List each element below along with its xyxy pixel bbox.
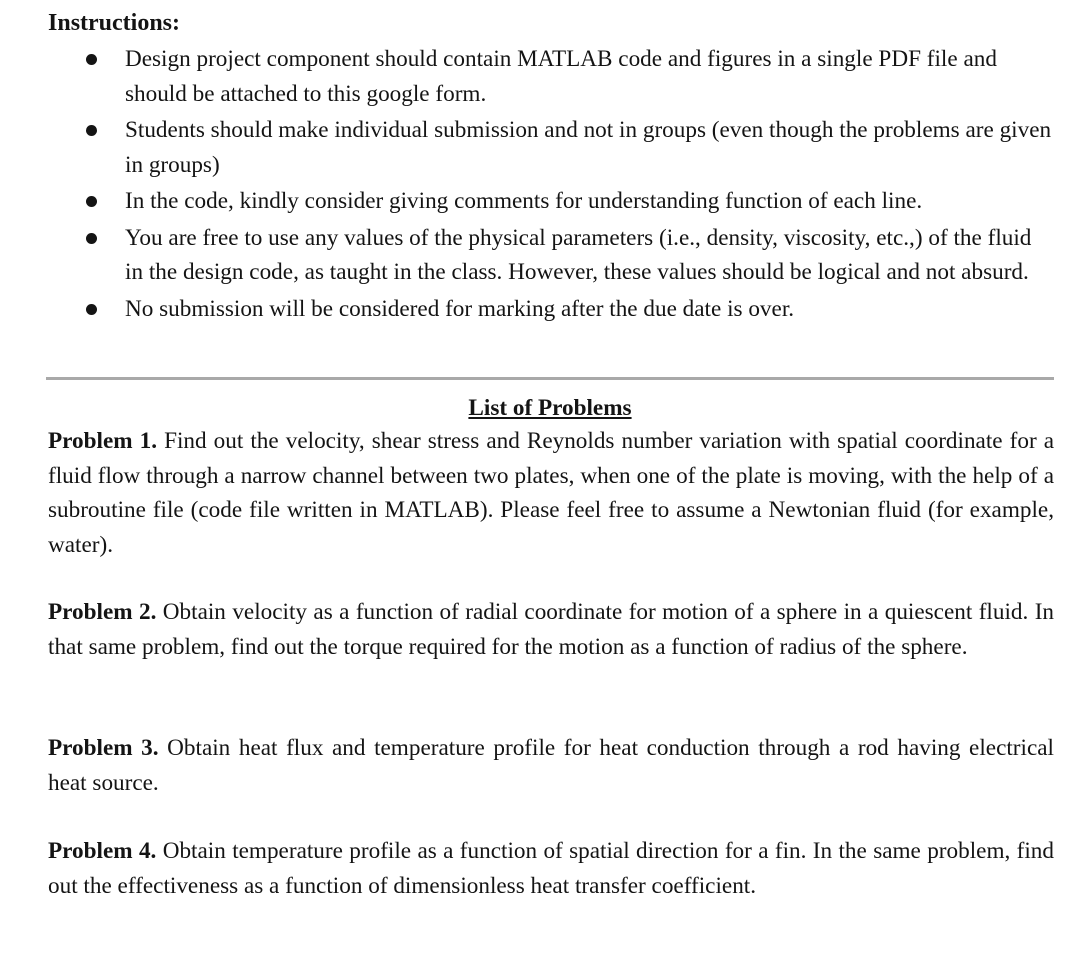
problem-label: Problem 2. bbox=[48, 599, 157, 625]
problem-1 bbox=[48, 424, 1054, 562]
bullet-icon bbox=[86, 196, 97, 207]
instruction-item bbox=[0, 113, 1080, 182]
bullet-icon bbox=[86, 125, 97, 136]
problems-title: List of Problems bbox=[468, 395, 632, 421]
problem-label: Problem 3. bbox=[48, 735, 159, 761]
instruction-text: No submission will be considered for marking after the due date is over. bbox=[125, 295, 795, 322]
problem-text: Obtain temperature profile as a function of spatial direction for a fin. In the same problem, find out the effectiveness as a function of dimensionless heat transfer coefficient. bbox=[48, 838, 1054, 899]
instruction-text: In the code, kindly consider giving comments for understanding function of each line. bbox=[125, 188, 923, 214]
bullet-icon bbox=[86, 304, 97, 315]
problem-3 bbox=[48, 731, 1054, 800]
problem-2 bbox=[48, 595, 1054, 664]
problem-label: Problem 1. bbox=[48, 428, 158, 454]
bullet-icon bbox=[86, 54, 97, 65]
problem-text: Obtain velocity as a function of radial coordinate for motion of a sphere in a quiescent fluid. In that same problem, find out the torque required for the motion as a function of radius of the sphere. bbox=[48, 599, 1055, 660]
instructions-heading: Instructions: bbox=[48, 10, 181, 36]
instruction-text: You are free to use any values of the physical parameters (i.e., density, viscosity, etc.,) of the fluid in the design code, as taught in the class. However, these values should be logical and not absurd. bbox=[125, 224, 1032, 285]
instruction-item bbox=[0, 221, 1080, 290]
problem-text: Obtain heat flux and temperature profile for heat conduction through a rod having electrical heat source. bbox=[48, 735, 1054, 796]
instruction-item bbox=[0, 184, 1080, 219]
bullet-icon bbox=[86, 233, 97, 244]
instruction-text: Design project component should contain MATLAB code and figures in a single PDF file and should be attached to this google form. bbox=[125, 46, 997, 107]
instruction-item bbox=[0, 292, 1080, 327]
problem-4 bbox=[48, 834, 1054, 903]
instruction-item bbox=[0, 42, 1080, 111]
problem-text: Find out the velocity, shear stress and Reynolds number variation with spatial coordinate for a fluid flow through a narrow channel between two plates, when one of the plate is moving, with the help of a subroutine file (code file written in MATLAB). Please feel free to assume a Newtonian fluid (for example, water). bbox=[48, 428, 1055, 558]
instruction-text: Students should make individual submission and not in groups (even though the problems are given in groups) bbox=[125, 117, 1052, 178]
section-divider bbox=[46, 377, 1054, 380]
problem-label: Problem 4. bbox=[48, 838, 157, 864]
instructions-list bbox=[0, 42, 1080, 328]
